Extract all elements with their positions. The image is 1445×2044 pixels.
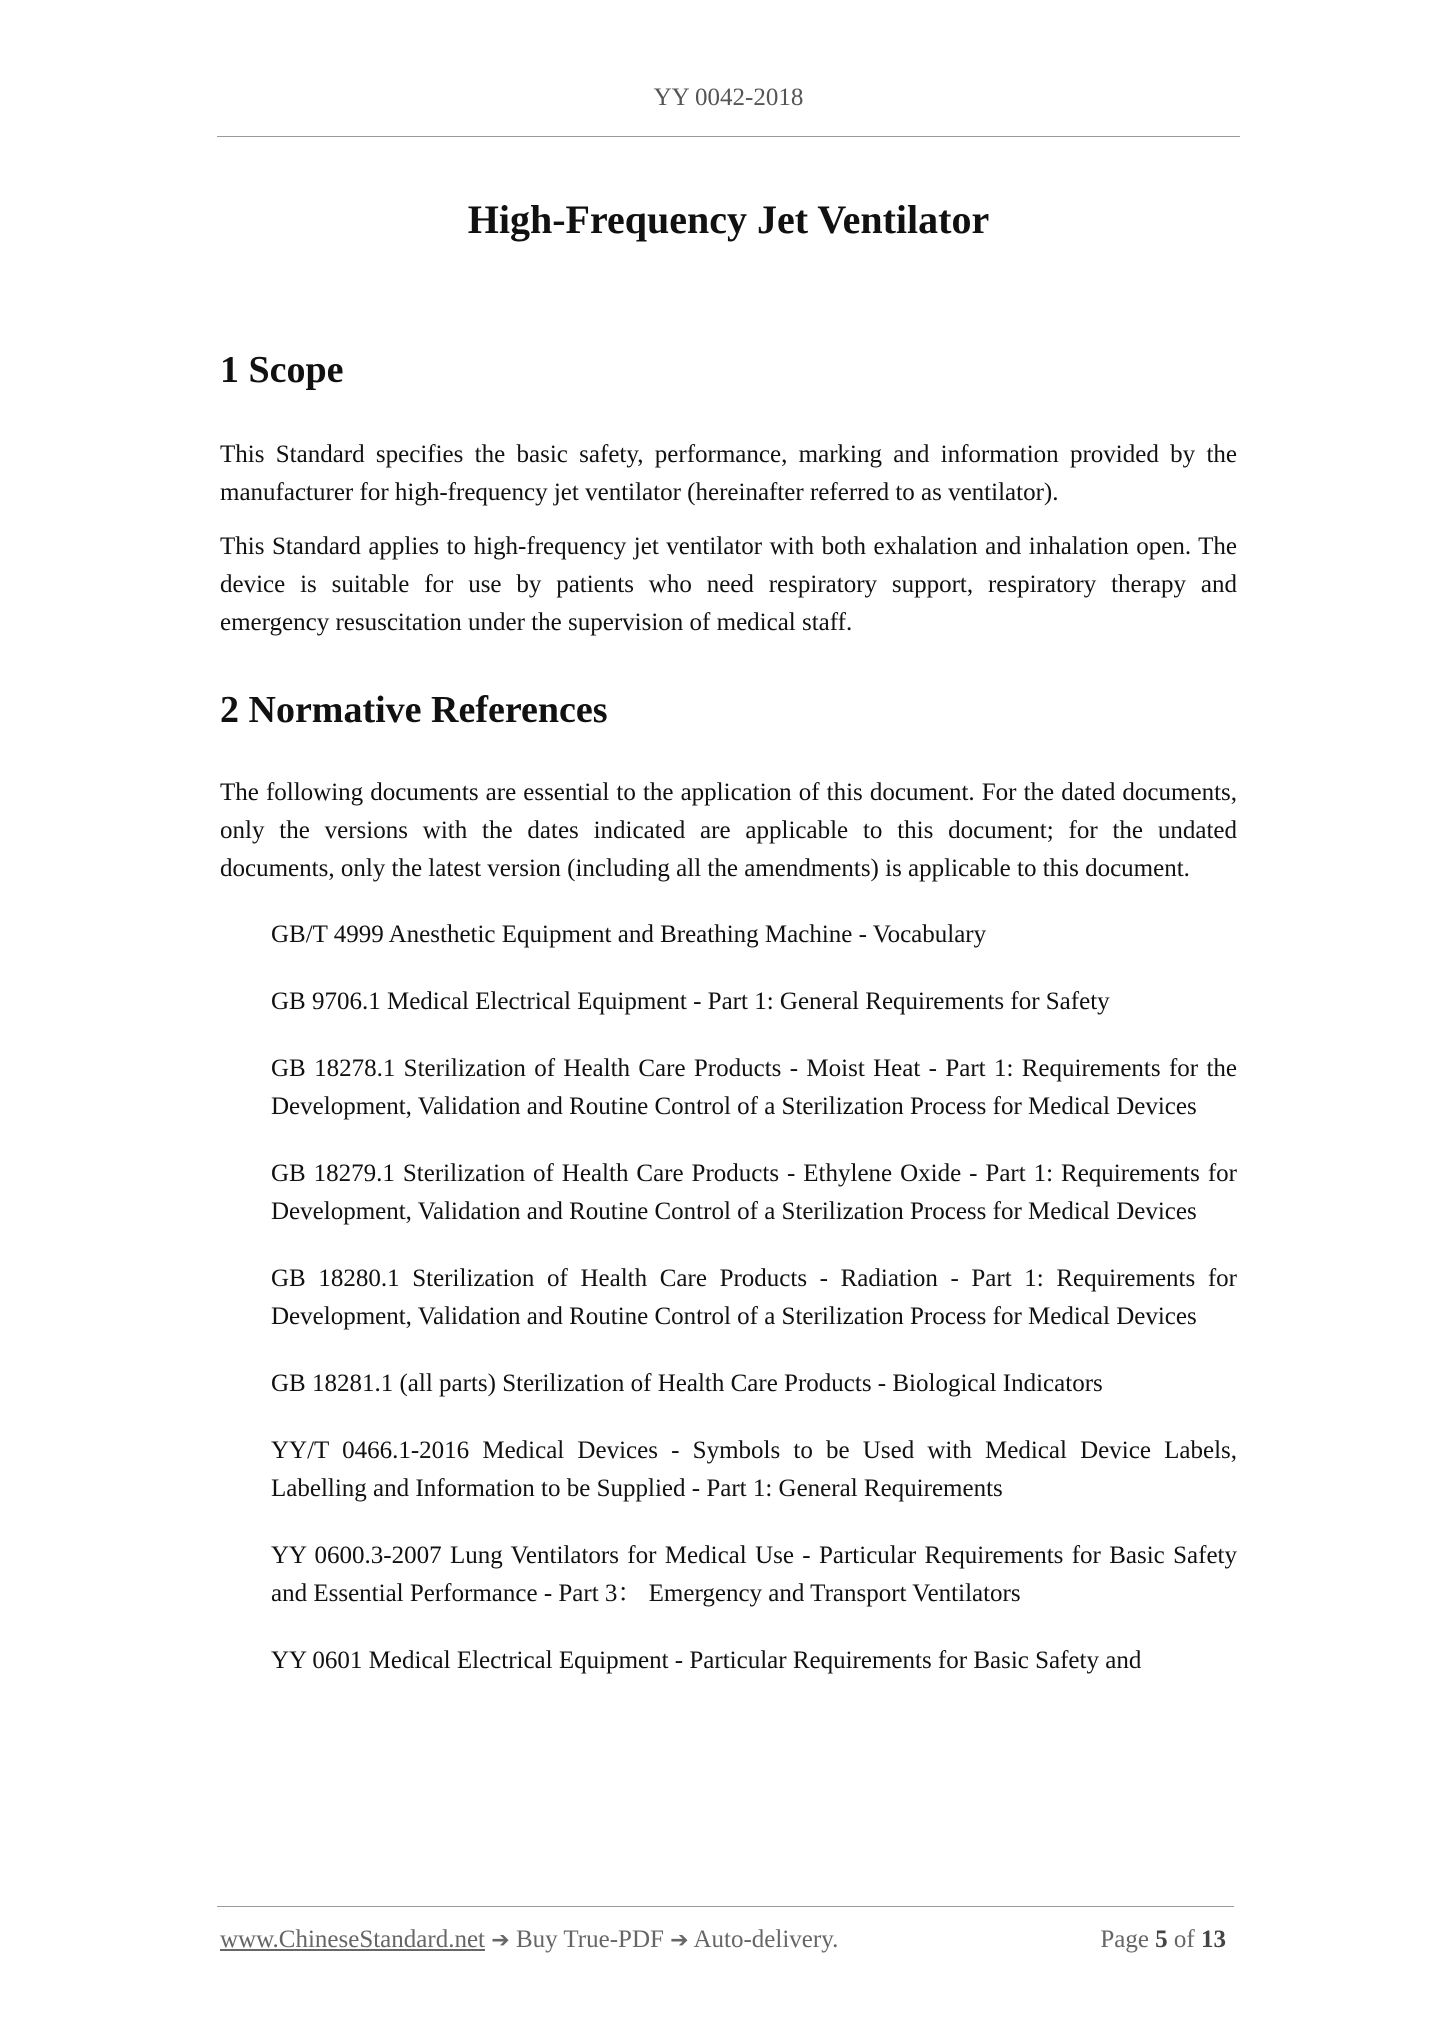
scope-paragraph: This Standard applies to high-frequency jet ventilator with both exhalation and inhalation open. The device is suitable for use by patients who need respiratory support, respiratory therapy and emergency resuscitation under the supervision of medical staff. — [220, 533, 1237, 636]
footer-divider — [217, 1906, 1234, 1907]
reference-item: GB/T 4999 Anesthetic Equipment and Breathing Machine - Vocabulary — [271, 921, 987, 948]
page-content — [220, 340, 1237, 1680]
reference-item: YY 0601 Medical Electrical Equipment - Particular Requirements for Basic Safety and — [271, 1647, 1142, 1674]
scope-paragraph: This Standard specifies the basic safety, performance, marking and information provided by the manufacturer for high-frequency jet ventilator (hereinafter referred to as ventilator). — [220, 441, 1237, 506]
reference-item: GB 18278.1 Sterilization of Health Care Products - Moist Heat - Part 1: Requirements for the Development, Validation and Routine Control of a Sterilization Process for Medical Devices — [271, 1055, 1237, 1120]
reference-item: YY 0600.3-2007 Lung Ventilators for Medical Use - Particular Requirements for Basic Safety and Essential Performance - Part 3： Emergency and Transport Ventilators — [271, 1542, 1237, 1607]
of-label: of — [1173, 1926, 1195, 1953]
running-header: YY 0042-2018 — [653, 84, 804, 111]
arrow-right-icon: ➔ — [491, 1928, 510, 1953]
current-page-number: 5 — [1155, 1926, 1168, 1953]
auto-delivery-text: Auto-delivery. — [693, 1926, 839, 1953]
buy-pdf-text: Buy True-PDF — [515, 1926, 664, 1953]
page-number-indicator — [1100, 1926, 1226, 1954]
total-page-count: 13 — [1201, 1926, 1226, 1953]
reference-item: GB 18280.1 Sterilization of Health Care Products - Radiation - Part 1: Requirements for Development, Validation and Routine Control of a Sterilization Process for Medical Devices — [271, 1265, 1237, 1330]
reference-item: GB 18281.1 (all parts) Sterilization of Health Care Products - Biological Indicators — [271, 1370, 1103, 1397]
page-label: Page — [1100, 1926, 1149, 1953]
website-link[interactable]: www.ChineseStandard.net — [220, 1926, 485, 1953]
header-divider — [217, 136, 1240, 137]
arrow-right-icon: ➔ — [670, 1928, 689, 1953]
reference-item: GB 18279.1 Sterilization of Health Care Products - Ethylene Oxide - Part 1: Requirements for Development, Validation and Routine Control of a Sterilization Process for Medical Devices — [271, 1160, 1237, 1225]
reference-item: GB 9706.1 Medical Electrical Equipment - Part 1: General Requirements for Safety — [271, 988, 1110, 1015]
references-intro-paragraph: The following documents are essential to the application of this document. For the dated documents, only the versions with the dates indicated are applicable to this document; for the undated documents, only the latest version (including all the amendments) is applicable to this document. — [220, 779, 1237, 882]
footer-promo — [220, 1926, 838, 1954]
reference-item: YY/T 0466.1-2016 Medical Devices - Symbols to be Used with Medical Device Labels, Labelling and Information to be Supplied - Part 1: General Requirements — [271, 1437, 1237, 1502]
section-heading-scope: 1 Scope — [220, 349, 344, 391]
document-title: High-Frequency Jet Ventilator — [467, 197, 990, 242]
section-heading-normative-references: 2 Normative References — [220, 689, 608, 731]
